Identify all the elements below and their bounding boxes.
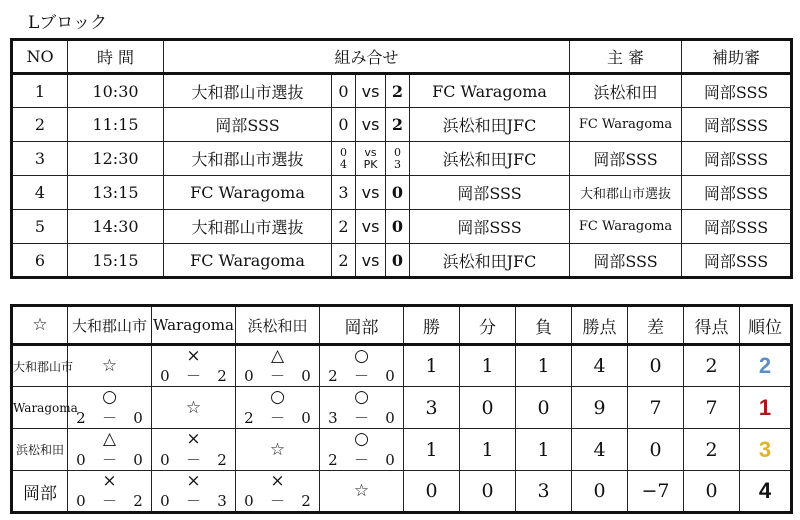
self-match-star-icon: ☆ bbox=[320, 471, 404, 513]
schedule-header-row bbox=[12, 40, 792, 74]
goals-scored: 7 bbox=[684, 387, 740, 429]
match-no: 3 bbox=[12, 142, 68, 176]
score-value: 0 bbox=[301, 409, 311, 427]
header-team-4: 岡部 bbox=[320, 306, 404, 345]
losses: 1 bbox=[516, 429, 572, 471]
head-to-head-score bbox=[152, 452, 235, 468]
score-value: 2 bbox=[217, 451, 227, 469]
draws: 1 bbox=[460, 345, 516, 387]
score-value: 0 bbox=[133, 409, 143, 427]
match-no: 4 bbox=[12, 176, 68, 210]
match-no: 6 bbox=[12, 244, 68, 278]
self-match-star-icon: ☆ bbox=[152, 387, 236, 429]
away-score: 0 bbox=[386, 210, 410, 244]
vs-label: vs bbox=[356, 244, 386, 278]
draws: 0 bbox=[460, 471, 516, 513]
referee: 大和郡山市選抜 bbox=[570, 176, 682, 210]
wins: 3 bbox=[404, 387, 460, 429]
away-team: 浜松和田JFC bbox=[410, 244, 570, 278]
head-to-head-score bbox=[68, 410, 151, 426]
standings-table bbox=[10, 304, 793, 514]
result-symbol: × bbox=[186, 471, 201, 491]
score-value: 0 bbox=[76, 492, 86, 510]
score-value: 0 bbox=[385, 367, 395, 385]
away-score: 0 bbox=[386, 244, 410, 278]
draws: 0 bbox=[460, 387, 516, 429]
head-to-head-cell bbox=[152, 471, 236, 513]
head-to-head-score bbox=[320, 410, 403, 426]
score-dash: － bbox=[185, 492, 201, 510]
result-symbol: × bbox=[102, 471, 117, 491]
goal-difference: 0 bbox=[628, 345, 684, 387]
home-score: 0 bbox=[332, 108, 356, 142]
result-symbol: ○ bbox=[354, 429, 369, 449]
away-score: 2 bbox=[386, 74, 410, 108]
standings-row bbox=[12, 429, 792, 471]
score-value: 0 bbox=[244, 492, 254, 510]
match-no: 2 bbox=[12, 108, 68, 142]
match-no: 1 bbox=[12, 74, 68, 108]
rank: 1 bbox=[740, 387, 792, 429]
away-team: 浜松和田JFC bbox=[410, 108, 570, 142]
goal-difference: 7 bbox=[628, 387, 684, 429]
draws: 1 bbox=[460, 429, 516, 471]
match-time: 13:15 bbox=[68, 176, 164, 210]
away-team: 岡部SSS bbox=[410, 210, 570, 244]
goals-scored: 2 bbox=[684, 345, 740, 387]
home-team: 岡部SSS bbox=[164, 108, 332, 142]
rank: 4 bbox=[740, 471, 792, 513]
goals-scored: 2 bbox=[684, 429, 740, 471]
head-to-head-cell bbox=[68, 387, 152, 429]
wins: 1 bbox=[404, 345, 460, 387]
head-to-head-cell bbox=[236, 345, 320, 387]
score-dash: － bbox=[353, 409, 369, 427]
score-dash: － bbox=[353, 451, 369, 469]
self-match-star-icon: ☆ bbox=[68, 345, 152, 387]
vs-label: vs bbox=[356, 74, 386, 108]
score-value: 0 bbox=[244, 367, 254, 385]
score-value: 3 bbox=[328, 409, 338, 427]
header-loss: 負 bbox=[516, 306, 572, 345]
away-team: 浜松和田JFC bbox=[410, 142, 570, 176]
score-dash: － bbox=[101, 492, 117, 510]
header-referee: 主 審 bbox=[570, 40, 682, 74]
score-value: 3 bbox=[217, 492, 227, 510]
home-score: 0 bbox=[340, 145, 347, 159]
away-score: 0 bbox=[394, 145, 401, 159]
match-row bbox=[12, 176, 792, 210]
row-team-label: 岡部 bbox=[12, 471, 68, 513]
result-symbol: ○ bbox=[354, 346, 369, 366]
header-team-3: 浜松和田 bbox=[236, 306, 320, 345]
home-score: 0 bbox=[332, 74, 356, 108]
home-score-pk bbox=[332, 142, 356, 176]
header-matchup: 組み合せ bbox=[164, 40, 570, 74]
head-to-head-cell bbox=[236, 387, 320, 429]
result-symbol: △ bbox=[270, 346, 285, 366]
row-team-label: 浜松和田 bbox=[12, 429, 68, 471]
assistant-referee: 岡部SSS bbox=[682, 176, 792, 210]
score-value: 0 bbox=[133, 451, 143, 469]
away-team: FC Waragoma bbox=[410, 74, 570, 108]
head-to-head-cell bbox=[68, 429, 152, 471]
score-value: 0 bbox=[385, 451, 395, 469]
result-symbol: ○ bbox=[354, 387, 369, 407]
result-symbol: × bbox=[270, 471, 285, 491]
head-to-head-score bbox=[68, 452, 151, 468]
header-rank: 順位 bbox=[740, 306, 792, 345]
home-team: FC Waragoma bbox=[164, 176, 332, 210]
match-row bbox=[12, 74, 792, 108]
score-value: 2 bbox=[133, 492, 143, 510]
standings-row bbox=[12, 345, 792, 387]
score-dash: － bbox=[353, 367, 369, 385]
score-value: 0 bbox=[160, 367, 170, 385]
row-team-label: Waragoma bbox=[12, 387, 68, 429]
header-goals: 得点 bbox=[684, 306, 740, 345]
assistant-referee: 岡部SSS bbox=[682, 108, 792, 142]
match-row bbox=[12, 142, 792, 176]
corner-star-icon: ☆ bbox=[12, 306, 68, 345]
match-schedule-table bbox=[10, 38, 793, 279]
standings-row bbox=[12, 471, 792, 513]
away-pk-score: 3 bbox=[394, 157, 401, 171]
header-goal-diff: 差 bbox=[628, 306, 684, 345]
vs-label: vs bbox=[364, 145, 377, 159]
vs-label: vs bbox=[356, 176, 386, 210]
score-dash: － bbox=[269, 409, 285, 427]
home-score: 2 bbox=[332, 244, 356, 278]
rank: 2 bbox=[740, 345, 792, 387]
away-team: 岡部SSS bbox=[410, 176, 570, 210]
head-to-head-score bbox=[236, 410, 319, 426]
points: 9 bbox=[572, 387, 628, 429]
row-team-label: 大和郡山市 bbox=[12, 345, 68, 387]
score-value: 0 bbox=[160, 451, 170, 469]
home-score: 3 bbox=[332, 176, 356, 210]
result-symbol: △ bbox=[102, 429, 117, 449]
header-points: 勝点 bbox=[572, 306, 628, 345]
away-score: 0 bbox=[386, 176, 410, 210]
match-time: 14:30 bbox=[68, 210, 164, 244]
vs-pk-label bbox=[356, 142, 386, 176]
points: 4 bbox=[572, 345, 628, 387]
match-time: 10:30 bbox=[68, 74, 164, 108]
head-to-head-cell bbox=[320, 429, 404, 471]
score-value: 2 bbox=[217, 367, 227, 385]
goal-difference: −7 bbox=[628, 471, 684, 513]
result-symbol: × bbox=[186, 429, 201, 449]
match-row bbox=[12, 210, 792, 244]
referee: FC Waragoma bbox=[570, 210, 682, 244]
goal-difference: 0 bbox=[628, 429, 684, 471]
header-no: NO bbox=[12, 40, 68, 74]
losses: 1 bbox=[516, 345, 572, 387]
head-to-head-score bbox=[236, 493, 319, 509]
header-draw: 分 bbox=[460, 306, 516, 345]
standings-header-row bbox=[12, 306, 792, 345]
match-time: 12:30 bbox=[68, 142, 164, 176]
header-win: 勝 bbox=[404, 306, 460, 345]
home-pk-score: 4 bbox=[340, 157, 347, 171]
losses: 0 bbox=[516, 387, 572, 429]
goals-scored: 0 bbox=[684, 471, 740, 513]
result-symbol: ○ bbox=[270, 387, 285, 407]
referee: 岡部SSS bbox=[570, 244, 682, 278]
head-to-head-cell bbox=[152, 429, 236, 471]
match-time: 15:15 bbox=[68, 244, 164, 278]
score-dash: － bbox=[185, 451, 201, 469]
points: 4 bbox=[572, 429, 628, 471]
result-symbol: × bbox=[186, 346, 201, 366]
head-to-head-cell bbox=[236, 471, 320, 513]
head-to-head-cell bbox=[68, 471, 152, 513]
home-score: 2 bbox=[332, 210, 356, 244]
rank: 3 bbox=[740, 429, 792, 471]
pk-label: PK bbox=[363, 157, 378, 171]
away-score: 2 bbox=[386, 108, 410, 142]
vs-label: vs bbox=[356, 108, 386, 142]
score-dash: － bbox=[269, 492, 285, 510]
assistant-referee: 岡部SSS bbox=[682, 74, 792, 108]
home-team: 大和郡山市選抜 bbox=[164, 74, 332, 108]
home-team: FC Waragoma bbox=[164, 244, 332, 278]
wins: 0 bbox=[404, 471, 460, 513]
header-team-2: Waragoma bbox=[152, 306, 236, 345]
score-value: 0 bbox=[160, 492, 170, 510]
result-symbol: ○ bbox=[102, 387, 117, 407]
losses: 3 bbox=[516, 471, 572, 513]
header-time: 時 間 bbox=[68, 40, 164, 74]
score-dash: － bbox=[101, 451, 117, 469]
referee: FC Waragoma bbox=[570, 108, 682, 142]
score-value: 2 bbox=[328, 367, 338, 385]
score-dash: － bbox=[269, 367, 285, 385]
away-score-pk bbox=[386, 142, 410, 176]
score-value: 0 bbox=[301, 367, 311, 385]
standings-row bbox=[12, 387, 792, 429]
score-value: 2 bbox=[244, 409, 254, 427]
head-to-head-score bbox=[320, 368, 403, 384]
head-to-head-cell bbox=[152, 345, 236, 387]
score-value: 2 bbox=[328, 451, 338, 469]
assistant-referee: 岡部SSS bbox=[682, 142, 792, 176]
header-team-1: 大和郡山市 bbox=[68, 306, 152, 345]
score-value: 0 bbox=[385, 409, 395, 427]
head-to-head-cell bbox=[320, 387, 404, 429]
match-no: 5 bbox=[12, 210, 68, 244]
block-title: Lブロック bbox=[28, 13, 107, 33]
score-value: 2 bbox=[76, 409, 86, 427]
head-to-head-cell bbox=[320, 345, 404, 387]
score-dash: － bbox=[185, 367, 201, 385]
head-to-head-score bbox=[152, 493, 235, 509]
head-to-head-score bbox=[320, 452, 403, 468]
score-value: 2 bbox=[301, 492, 311, 510]
match-time: 11:15 bbox=[68, 108, 164, 142]
header-assistant: 補助審 bbox=[682, 40, 792, 74]
head-to-head-score bbox=[236, 368, 319, 384]
home-team: 大和郡山市選抜 bbox=[164, 142, 332, 176]
score-value: 0 bbox=[76, 451, 86, 469]
assistant-referee: 岡部SSS bbox=[682, 244, 792, 278]
match-row bbox=[12, 244, 792, 278]
score-dash: － bbox=[101, 409, 117, 427]
self-match-star-icon: ☆ bbox=[236, 429, 320, 471]
head-to-head-score bbox=[68, 493, 151, 509]
home-team: 大和郡山市選抜 bbox=[164, 210, 332, 244]
wins: 1 bbox=[404, 429, 460, 471]
assistant-referee: 岡部SSS bbox=[682, 210, 792, 244]
referee: 岡部SSS bbox=[570, 142, 682, 176]
head-to-head-score bbox=[152, 368, 235, 384]
vs-label: vs bbox=[356, 210, 386, 244]
referee: 浜松和田 bbox=[570, 74, 682, 108]
match-row bbox=[12, 108, 792, 142]
points: 0 bbox=[572, 471, 628, 513]
